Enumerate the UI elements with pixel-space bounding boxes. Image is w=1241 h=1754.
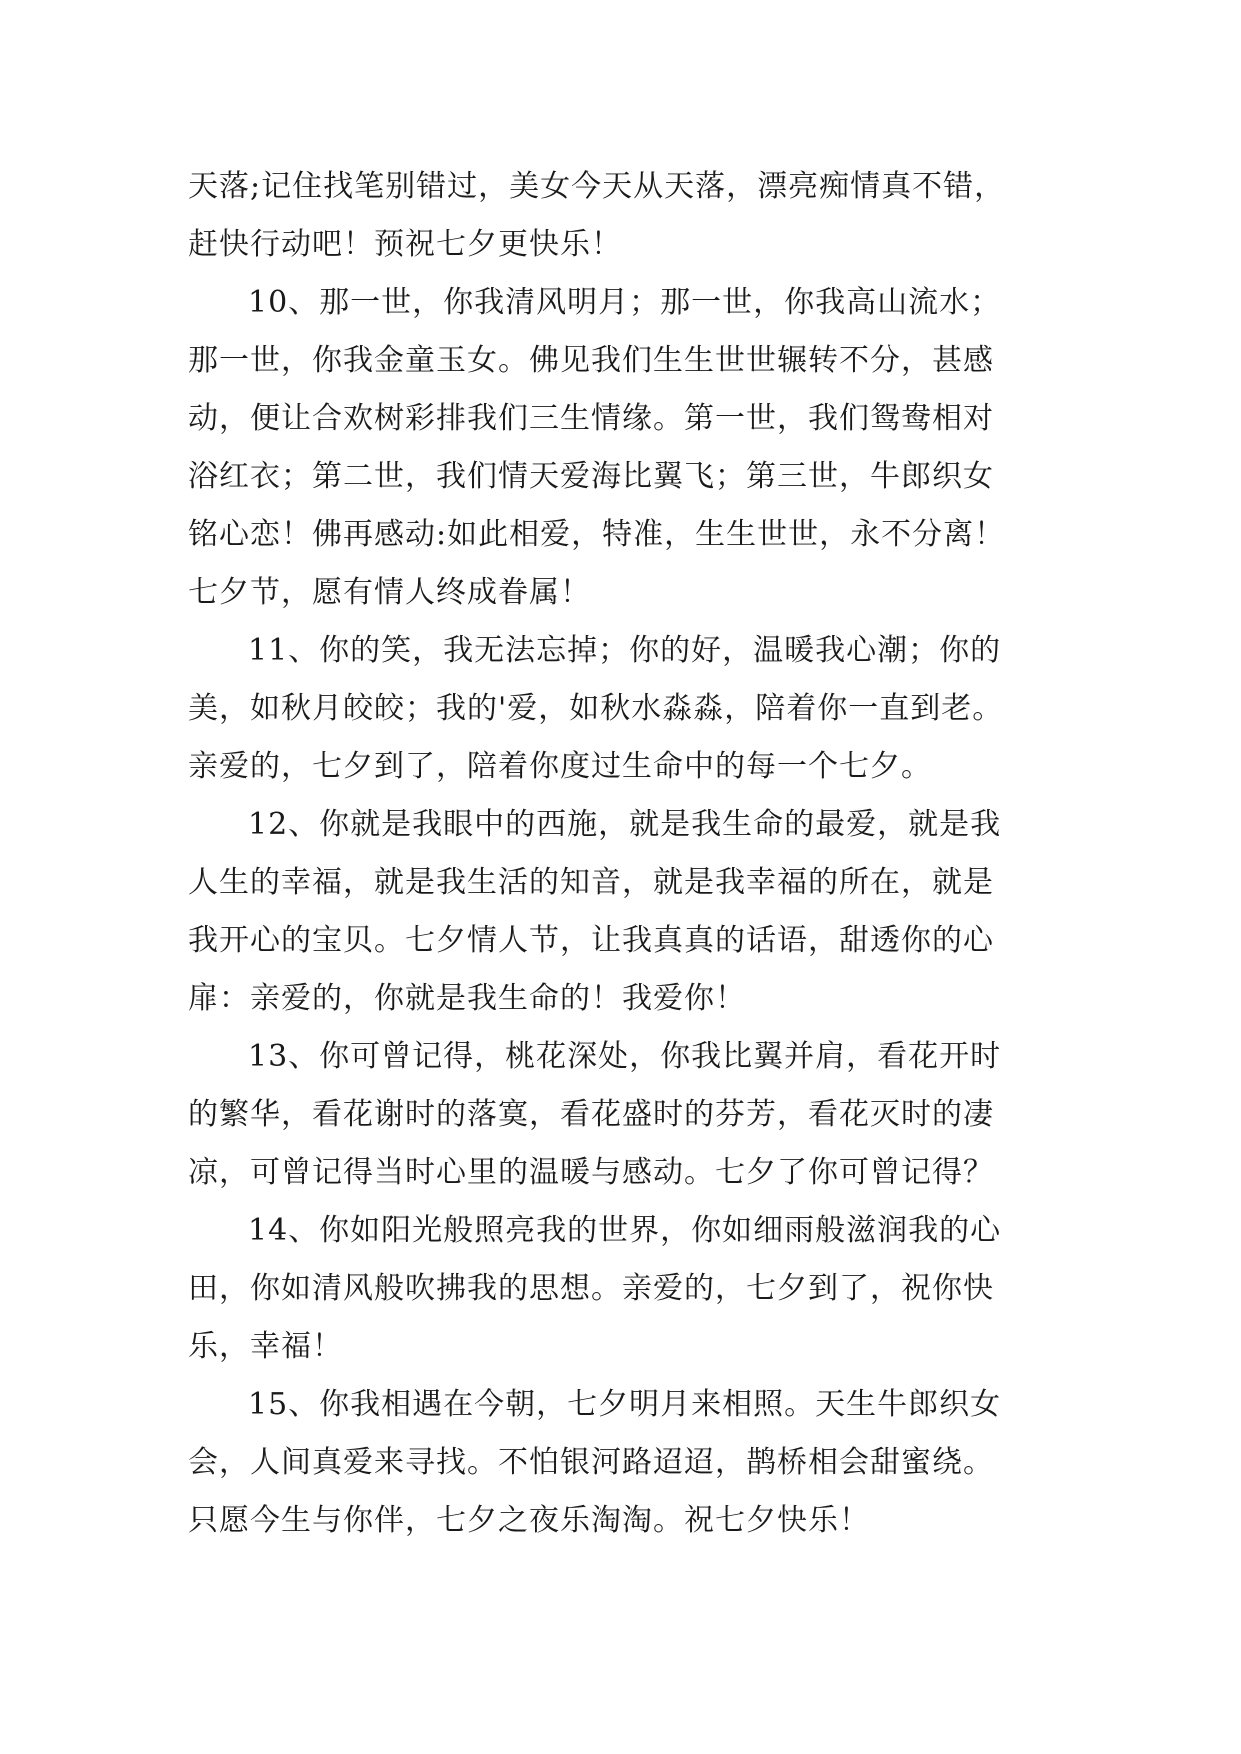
text-line: 铭心恋！佛再感动:如此相爱，特准，生生世世，永不分离！ bbox=[188, 517, 1006, 552]
paragraph-10 bbox=[188, 274, 1068, 622]
paragraph-12 bbox=[188, 796, 1068, 1028]
paragraph-13 bbox=[188, 1028, 1068, 1202]
text-line: 亲爱的，七夕到了，陪着你度过生命中的每一个七夕。 bbox=[188, 749, 932, 784]
text-line: 美，如秋月皎皎；我的'爱，如秋水淼淼，陪着你一直到老。 bbox=[188, 691, 1004, 726]
text-line: 乐，幸福！ bbox=[188, 1329, 343, 1364]
text-line: 动，便让合欢树彩排我们三生情缘。第一世，我们鸳鸯相对 bbox=[188, 401, 994, 436]
paragraph-intro-continuation bbox=[188, 158, 1068, 274]
text-line: 人生的幸福，就是我生活的知音，就是我幸福的所在，就是 bbox=[188, 865, 994, 900]
text-line: 天落;记住找笔别错过，美女今天从天落，漂亮痴情真不错， bbox=[188, 169, 1006, 204]
paragraph-15 bbox=[188, 1376, 1068, 1550]
body-text bbox=[188, 158, 1068, 1550]
paragraph-14 bbox=[188, 1202, 1068, 1376]
text-line: 12、你就是我眼中的西施，就是我生命的最爱，就是我 bbox=[248, 807, 1002, 842]
text-line: 田，你如清风般吹拂我的思想。亲爱的，七夕到了，祝你快 bbox=[188, 1271, 994, 1306]
text-line: 15、你我相遇在今朝，七夕明月来相照。天生牛郎织女 bbox=[248, 1387, 1002, 1422]
text-line: 14、你如阳光般照亮我的世界，你如细雨般滋润我的心 bbox=[248, 1213, 1002, 1248]
text-line: 的繁华，看花谢时的落寞，看花盛时的芬芳，看花灭时的凄 bbox=[188, 1097, 994, 1132]
text-line: 浴红衣；第二世，我们情天爱海比翼飞；第三世，牛郎织女 bbox=[188, 459, 994, 494]
text-line: 10、那一世，你我清风明月；那一世，你我高山流水； bbox=[248, 285, 1002, 320]
text-line: 七夕节，愿有情人终成眷属！ bbox=[188, 575, 591, 610]
text-line: 我开心的宝贝。七夕情人节，让我真真的话语，甜透你的心 bbox=[188, 923, 994, 958]
text-line: 那一世，你我金童玉女。佛见我们生生世世辗转不分，甚感 bbox=[188, 343, 994, 378]
text-line: 13、你可曾记得，桃花深处，你我比翼并肩，看花开时 bbox=[248, 1039, 1002, 1074]
text-line: 只愿今生与你伴，七夕之夜乐淘淘。祝七夕快乐！ bbox=[188, 1503, 870, 1538]
text-line: 赶快行动吧！预祝七夕更快乐！ bbox=[188, 227, 622, 262]
paragraph-11 bbox=[188, 622, 1068, 796]
text-line: 11、你的笑，我无法忘掉；你的好，温暖我心潮；你的 bbox=[248, 633, 1002, 668]
text-line: 扉：亲爱的，你就是我生命的！我爱你！ bbox=[188, 981, 746, 1016]
text-line: 凉，可曾记得当时心里的温暖与感动。七夕了你可曾记得？ bbox=[188, 1155, 994, 1190]
text-line: 会，人间真爱来寻找。不怕银河路迢迢，鹊桥相会甜蜜绕。 bbox=[188, 1445, 994, 1480]
